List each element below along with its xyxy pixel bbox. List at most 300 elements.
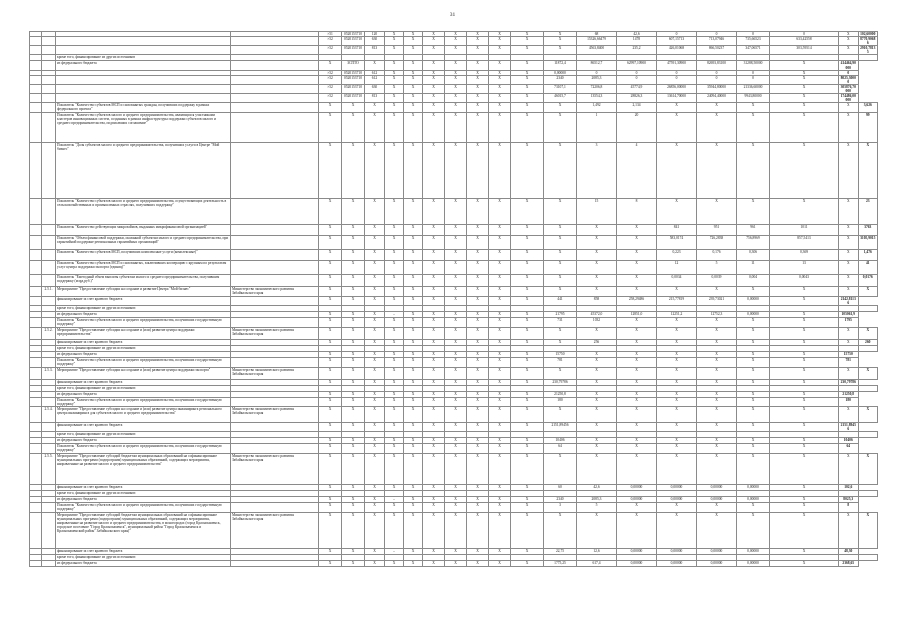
responsible-executor-cell — [231, 198, 319, 224]
value-cell: Х — [445, 454, 467, 485]
item-number-cell — [42, 94, 56, 103]
item-description-cell: Показатель "Ежегодный объем выплаты субъектам малого и среднего предпринимательства, получившим поддержку (млрд.руб.)" — [56, 274, 231, 286]
value-cell: Х — [319, 391, 342, 397]
value-cell: Х — [467, 84, 489, 93]
table-row — [30, 327, 878, 339]
responsible-executor-cell — [231, 561, 319, 567]
value-cell: Х — [737, 422, 770, 431]
value-cell: Х — [770, 317, 839, 327]
value-cell: 1478 — [617, 37, 657, 46]
value-cell: Х — [511, 70, 544, 75]
value-cell: Х — [404, 198, 423, 224]
value-cell: Х — [657, 391, 697, 397]
value-cell: Х — [467, 260, 489, 274]
item-description-cell — [56, 75, 231, 84]
value-cell: Х — [511, 260, 544, 274]
value-cell: 239,73021 — [697, 296, 737, 305]
value-cell: Х — [342, 142, 365, 198]
value-cell: Х — [385, 94, 404, 103]
value-cell: Х — [467, 61, 489, 70]
total-value-cell: 3,626 — [858, 103, 878, 112]
value-cell: Х — [544, 224, 577, 235]
value-cell: Х — [489, 32, 511, 37]
total-value-cell: 0 — [839, 70, 859, 75]
value-cell: Х — [385, 260, 404, 274]
total-value-cell: 305876,70000 — [839, 84, 859, 93]
value-cell: Х — [365, 357, 385, 367]
value-cell: Х — [445, 142, 467, 198]
value-cell: Х — [544, 235, 577, 249]
value-cell: Х — [467, 351, 489, 357]
row-marker-cell — [30, 422, 42, 431]
value-cell: Х — [365, 397, 385, 406]
value-cell: 0,00000 — [617, 561, 657, 567]
value-cell: Х — [511, 94, 544, 103]
value-cell: ЗСПТО — [342, 61, 365, 70]
value-cell: Х — [657, 112, 697, 142]
value-cell: Х — [385, 503, 404, 513]
value-cell: Х — [617, 367, 657, 379]
value-cell: Х — [423, 367, 445, 379]
value-cell: Х — [445, 561, 467, 567]
value-cell: Х — [489, 70, 511, 75]
value-cell: Х — [404, 260, 423, 274]
value-cell: 4 — [617, 142, 657, 198]
value-cell: Х — [445, 327, 467, 339]
value-cell: Х — [657, 503, 697, 513]
value-cell: Х — [617, 274, 657, 286]
value-cell: Х — [423, 112, 445, 142]
item-description-cell: из федерального бюджета — [56, 438, 231, 444]
value-cell: 20 — [617, 112, 657, 142]
value-cell: Х — [577, 422, 617, 431]
total-value-cell: 0,0176 — [858, 274, 878, 286]
value-cell: Х — [617, 327, 657, 339]
value-cell: ×52 — [319, 46, 342, 55]
value-cell: Х — [342, 379, 365, 385]
value-cell: Х — [445, 32, 467, 37]
value-cell: Х — [404, 142, 423, 198]
row-marker-cell — [30, 503, 42, 513]
responsible-executor-cell: Министерство экономического развития Забайкальского края — [231, 454, 319, 485]
total-value-cell: 102,60000 — [858, 32, 878, 37]
value-cell: Х — [404, 339, 423, 345]
value-cell: 0,00000 — [737, 497, 770, 503]
value-cell: Х — [404, 503, 423, 513]
value-cell: 0,0043 — [770, 274, 839, 286]
value-cell: Х — [544, 367, 577, 379]
value-cell: Х — [365, 503, 385, 513]
value-cell: Х — [770, 311, 839, 317]
item-description-cell: Показатель "Количество субъектов малого и среднего предпринимательства, получивших государственную поддержку" — [56, 357, 231, 367]
value-cell: 10406 — [544, 438, 577, 444]
value-cell: Х — [839, 367, 859, 379]
item-number-cell — [42, 274, 56, 286]
value-cell: 0 — [617, 75, 657, 84]
value-cell: Х — [404, 351, 423, 357]
value-cell: Х — [617, 351, 657, 357]
value-cell: Х — [657, 454, 697, 485]
value-cell: Х — [770, 198, 839, 224]
value-cell: Х — [467, 317, 489, 327]
value-cell: 13554,3 — [577, 94, 617, 103]
value-cell: Х — [577, 260, 617, 274]
value-cell: Х — [342, 391, 365, 397]
item-number-cell — [42, 444, 56, 454]
value-cell: Х — [385, 513, 404, 549]
value-cell: Х — [511, 485, 544, 491]
item-description-cell: Мероприятие "Предоставление субсидии на создание и (или) развитие центра поддержки экспорта" — [56, 367, 231, 379]
value-cell: Х — [423, 61, 445, 70]
total-value-cell — [858, 305, 878, 311]
item-number-cell: 2.5.1. — [42, 286, 56, 296]
value-cell: 303,59514 — [770, 46, 839, 55]
value-cell: 12,6 — [577, 549, 617, 555]
value-cell: Х — [365, 224, 385, 235]
value-cell: Х — [489, 549, 511, 555]
value-cell: Х — [365, 61, 385, 70]
value-cell: Х — [839, 286, 859, 296]
value-cell: Х — [365, 198, 385, 224]
value-cell: Х — [319, 503, 342, 513]
row-marker-cell — [30, 46, 42, 55]
item-description-cell: Показатель "Количество субъектов МСП, получивших комплексные услуги (комплексные)" — [56, 249, 231, 260]
item-description-cell: из федерального бюджета — [56, 61, 231, 70]
value-cell: 0,00000 — [544, 70, 577, 75]
item-description-cell: из федерального бюджета — [56, 497, 231, 503]
total-value-cell: 260 — [858, 339, 878, 345]
value-cell: Х — [489, 454, 511, 485]
value-cell: Х — [385, 391, 404, 397]
value-cell: Х — [445, 549, 467, 555]
value-cell: Х — [385, 339, 404, 345]
value-cell: Х — [385, 357, 404, 367]
value-cell: 841 — [657, 224, 697, 235]
responsible-executor-cell — [231, 94, 319, 103]
total-value-cell: 48,30 — [839, 549, 859, 555]
value-cell: 0 — [657, 70, 697, 75]
table-row — [30, 103, 878, 112]
value-cell: 2340 — [544, 497, 577, 503]
value-cell: Х — [770, 94, 839, 103]
value-cell: Х — [657, 327, 697, 339]
value-cell: Х — [467, 397, 489, 406]
value-cell: Х — [342, 497, 365, 503]
value-cell: Х — [657, 357, 697, 367]
value-cell: Х — [385, 112, 404, 142]
item-description-cell: из федерального бюджета — [56, 561, 231, 567]
value-cell: Х — [511, 497, 544, 503]
value-cell: Х — [770, 61, 839, 70]
value-cell: Х — [365, 438, 385, 444]
value-cell: 11872,4 — [544, 61, 577, 70]
value-cell: Х — [423, 235, 445, 249]
table-row — [30, 317, 878, 327]
value-cell: Х — [385, 327, 404, 339]
value-cell: Х — [404, 444, 423, 454]
value-cell: 1 — [577, 112, 617, 142]
value-cell: Х — [445, 46, 467, 55]
value-cell: Х — [511, 296, 544, 305]
responsible-executor-cell — [231, 260, 319, 274]
value-cell: Х — [404, 46, 423, 55]
value-cell: Х — [423, 32, 445, 37]
responsible-executor-cell — [231, 103, 319, 112]
value-cell: Х — [423, 327, 445, 339]
value-cell: Х — [423, 94, 445, 103]
value-cell: Х — [342, 103, 365, 112]
value-cell: 9943,80000 — [737, 94, 770, 103]
value-cell: Х — [385, 351, 404, 357]
value-cell: Х — [423, 379, 445, 385]
responsible-executor-cell — [231, 84, 319, 93]
value-cell: Х — [770, 397, 839, 406]
table-row — [30, 367, 878, 379]
value-cell: 0520153710 — [342, 75, 365, 84]
value-cell: Х — [365, 497, 385, 503]
value-cell: Х — [404, 357, 423, 367]
value-cell: Х — [697, 454, 737, 485]
value-cell: Х — [342, 260, 365, 274]
value-cell: Х — [445, 391, 467, 397]
item-description-cell: Мероприятие "Предоставление субсидий бюджетам муниципальных образований на софинансирование муниципальных программ (подпрограмм) муниципальных образований, содержащих мероприятия, направленные на развитие малого и среднего предпринимательства" — [56, 454, 231, 485]
total-value-cell: 2142,81136 — [839, 296, 859, 305]
total-value-cell: 21250,8 — [839, 391, 859, 397]
value-cell: Х — [737, 286, 770, 296]
value-cell: 5 — [697, 260, 737, 274]
value-cell: Х — [342, 561, 365, 567]
value-cell: Х — [404, 37, 423, 46]
value-cell: 633,42558 — [770, 37, 839, 46]
value-cell: Х — [342, 513, 365, 549]
value-cell: Х — [489, 37, 511, 46]
value-cell: Х — [697, 406, 737, 422]
responsible-executor-cell — [231, 444, 319, 454]
value-cell: Х — [544, 112, 577, 142]
row-marker-cell — [30, 274, 42, 286]
item-number-cell — [42, 296, 56, 305]
value-cell: Х — [385, 32, 404, 37]
value-cell: 0520153710 — [342, 84, 365, 93]
row-marker-cell — [30, 357, 42, 367]
value-cell: Х — [839, 224, 859, 235]
value-cell: Х — [445, 444, 467, 454]
value-cell: 82693,83100 — [697, 61, 737, 70]
value-cell: Х — [365, 249, 385, 260]
value-cell: Х — [577, 351, 617, 357]
value-cell: 62997,10900 — [617, 61, 657, 70]
responsible-executor-cell: Министерство экономического развития Забайкальского края — [231, 286, 319, 296]
table-row — [30, 397, 878, 406]
value-cell: Х — [319, 367, 342, 379]
value-cell: Х — [342, 444, 365, 454]
item-description-cell: кроме того, финансирование из других источников: — [56, 491, 231, 497]
item-description-cell: Показатель "Количество субъектов малого и среднего предпринимательства, осуществляющих деятельность в сельскохозяйственных и промышленных отраслях, получивших поддержку" — [56, 198, 231, 224]
value-cell: Х — [445, 513, 467, 549]
value-cell: Х — [770, 422, 839, 431]
item-description-cell: финансирование за счет краевого бюджета — [56, 339, 231, 345]
value-cell: Х — [445, 84, 467, 93]
value-cell: 630 — [365, 84, 385, 93]
item-number-cell — [42, 224, 56, 235]
value-cell: 42,6 — [617, 32, 657, 37]
value-cell: Х — [467, 235, 489, 249]
value-cell: Х — [737, 438, 770, 444]
value-cell: Х — [839, 142, 859, 198]
value-cell: Х — [319, 513, 342, 549]
page-number: 31 — [449, 12, 456, 18]
item-description-cell: Показатель "Количество субъектов малого и среднего предпринимательства, получивших государственную поддержку" — [56, 397, 231, 406]
value-cell: Х — [342, 438, 365, 444]
value-cell: Х — [657, 103, 697, 112]
value-cell: Х — [617, 357, 657, 367]
value-cell: Х — [737, 142, 770, 198]
value-cell: Х — [385, 561, 404, 567]
total-value-cell — [858, 432, 878, 438]
value-cell: Х — [577, 224, 617, 235]
value-cell: Х — [445, 260, 467, 274]
value-cell: Х — [770, 327, 839, 339]
row-marker-cell — [30, 286, 42, 296]
value-cell: 0 — [697, 75, 737, 84]
value-cell: ×52 — [319, 37, 342, 46]
value-cell: Х — [385, 454, 404, 485]
value-cell: Х — [511, 549, 544, 555]
value-cell: Х — [770, 296, 839, 305]
row-marker-cell — [30, 103, 42, 112]
value-cell: 26856,00000 — [657, 84, 697, 93]
value-cell: Х — [839, 46, 859, 55]
value-cell: Х — [511, 235, 544, 249]
value-cell: 617,4 — [577, 561, 617, 567]
value-cell: Х — [489, 379, 511, 385]
value-cell: Х — [342, 296, 365, 305]
value-cell: Х — [839, 327, 859, 339]
value-cell: Х — [577, 391, 617, 397]
value-cell: Х — [404, 311, 423, 317]
value-cell: Х — [319, 339, 342, 345]
value-cell: Х — [617, 503, 657, 513]
value-cell: Х — [342, 317, 365, 327]
value-cell: Х — [657, 444, 697, 454]
value-cell: Х — [489, 61, 511, 70]
value-cell: 13614,70000 — [657, 94, 697, 103]
value-cell: 441 — [544, 296, 577, 305]
value-cell: Х — [385, 46, 404, 55]
value-cell: Х — [467, 249, 489, 260]
value-cell: Х — [489, 112, 511, 142]
value-cell: 0,176 — [697, 249, 737, 260]
value-cell: Х — [770, 75, 839, 84]
item-description-cell: Показатель "Количество действующих микрозаймов, выданных микрофинансовой организацией" — [56, 224, 231, 235]
value-cell: Х — [697, 379, 737, 385]
item-description-cell: финансирование за счет краевого бюджета — [56, 422, 231, 431]
value-cell: Х — [342, 406, 365, 422]
value-cell: Х — [544, 142, 577, 198]
value-cell: Х — [423, 438, 445, 444]
value-cell: Х — [467, 37, 489, 46]
value-cell: Х — [404, 75, 423, 84]
total-value-cell: 8025,30000 — [839, 75, 859, 84]
value-cell: 1,492 — [577, 103, 617, 112]
total-value-cell: 23 — [858, 198, 878, 224]
value-cell: Х — [365, 112, 385, 142]
value-cell: Х — [467, 198, 489, 224]
item-number-cell — [42, 503, 56, 513]
value-cell: Х — [467, 112, 489, 142]
value-cell: Х — [365, 454, 385, 485]
table-row — [30, 296, 878, 305]
item-description-cell: кроме того, финансирование из других источников: — [56, 432, 231, 438]
value-cell: Х — [404, 497, 423, 503]
value-cell: 15 — [577, 198, 617, 224]
value-cell: Х — [489, 327, 511, 339]
item-number-cell — [42, 112, 56, 142]
item-description-cell: Мероприятие "Предоставление субсидии на создание и (или) развитие центра поддержки предпринимательства" — [56, 327, 231, 339]
value-cell: Х — [342, 235, 365, 249]
value-cell: Х — [737, 513, 770, 549]
value-cell: ×52 — [319, 94, 342, 103]
responsible-executor-cell — [231, 274, 319, 286]
value-cell: Х — [319, 438, 342, 444]
value-cell: Х — [319, 379, 342, 385]
value-cell: Х — [489, 311, 511, 317]
item-description-cell: Мероприятие "Предоставление субсидии на создание и (или) развитие центра инжиниринга регионального центра инжиниринга для субъектов малого и среднего предпринимательства" — [56, 406, 231, 422]
value-cell: 2340 — [544, 75, 577, 84]
value-cell: Х — [342, 274, 365, 286]
value-cell: Х — [770, 513, 839, 549]
value-cell: Х — [319, 103, 342, 112]
item-description-cell: Показатель "Количество субъектов МСП и самозанятых граждан, получивших поддержку в рамках федерального проекта" — [56, 103, 231, 112]
value-cell: Х — [467, 438, 489, 444]
value-cell: Х — [404, 224, 423, 235]
value-cell: Х — [697, 339, 737, 345]
value-cell: Х — [342, 367, 365, 379]
value-cell: Х — [445, 94, 467, 103]
value-cell: Х — [737, 327, 770, 339]
value-cell: Х — [365, 327, 385, 339]
value-cell: ×52 — [319, 84, 342, 93]
value-cell: Х — [365, 367, 385, 379]
total-value-cell: Х — [858, 142, 878, 198]
value-cell: 68 — [577, 32, 617, 37]
value-cell: Х — [489, 497, 511, 503]
value-cell: Х — [489, 296, 511, 305]
value-cell: Х — [770, 406, 839, 422]
value-cell: Х — [770, 84, 839, 93]
value-cell: Х — [697, 438, 737, 444]
value-cell: 11 — [737, 260, 770, 274]
value-cell: 12251,2 — [657, 311, 697, 317]
value-cell: Х — [445, 351, 467, 357]
item-description-cell: финансирование за счет краевого бюджета — [56, 296, 231, 305]
value-cell: Х — [404, 422, 423, 431]
total-value-cell: 230,79786 — [839, 379, 859, 385]
value-cell: Х — [385, 379, 404, 385]
table-row — [30, 249, 878, 260]
value-cell: Х — [423, 249, 445, 260]
value-cell: 858 — [577, 296, 617, 305]
value-cell: Х — [319, 454, 342, 485]
value-cell: Х — [385, 198, 404, 224]
value-cell: Х — [467, 32, 489, 37]
value-cell: 1032 — [577, 317, 617, 327]
value-cell: Х — [404, 397, 423, 406]
value-cell: 21336,60000 — [737, 84, 770, 93]
value-cell: Х — [365, 286, 385, 296]
value-cell: Х — [511, 444, 544, 454]
value-cell: Х — [657, 438, 697, 444]
